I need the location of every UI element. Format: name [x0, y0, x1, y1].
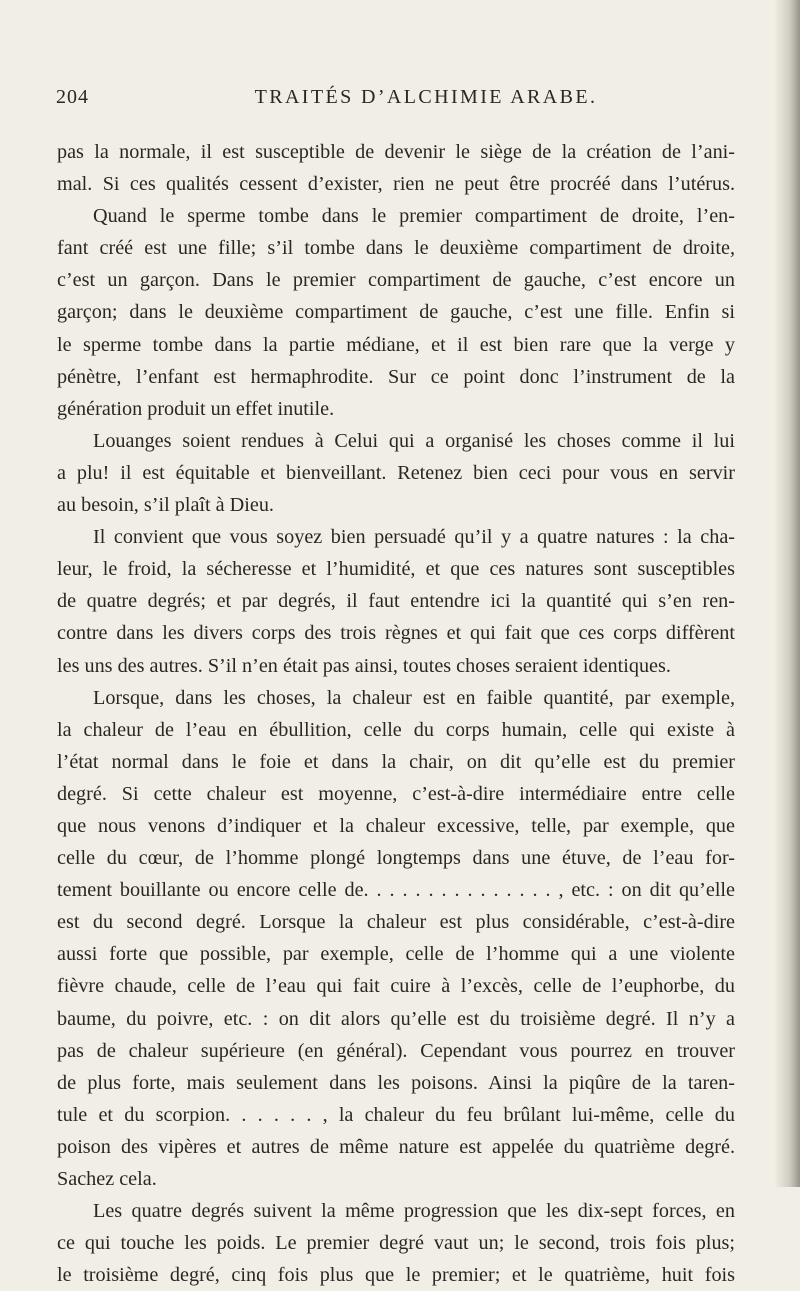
text-line: Lorsque, dans les choses, la chaleur est en faible quantité, par exemple, — [93, 686, 735, 709]
text-line: de plus forte, mais seulement dans les poisons. Ainsi la piqûre de la taren- — [57, 1071, 735, 1094]
page-number: 204 — [56, 86, 89, 108]
text-line: ce qui touche les poids. Le premier degré vaut un; le second, trois fois plus; — [57, 1232, 735, 1255]
text-line: génération produit un effet inutile. — [57, 397, 335, 420]
text-line: Sachez cela. — [57, 1168, 157, 1190]
text-line: pas de chaleur supérieure (en général). Cependant vous pourrez en trouver — [57, 1039, 735, 1062]
text-line: pénètre, l’enfant est hermaphrodite. Sur ce point donc l’instrument de la — [57, 365, 735, 388]
text-line: leur, le froid, la sécheresse et l’humidité, et que ces natures sont susceptibles — [57, 558, 735, 581]
text-line: les uns des autres. S’il n’en était pas ainsi, toutes choses seraient identiques. — [57, 654, 671, 677]
text-line: la chaleur de l’eau en ébullition, celle du corps humain, celle qui existe à — [57, 718, 735, 741]
text-line: Quand le sperme tombe dans le premier compartiment de droite, l’en- — [93, 205, 735, 228]
text-line: tule et du scorpion. . . . . . , la chaleur du feu brûlant lui-même, celle du — [57, 1103, 735, 1126]
text-line: Les quatre degrés suivent la même progression que les dix-sept forces, en — [93, 1200, 735, 1223]
text-line: Il convient que vous soyez bien persuadé qu’il y a quatre natures : la cha- — [93, 526, 735, 549]
text-line: tement bouillante ou encore celle de. . . . . . . . . . . . . . . , etc. : on dit qu’elle — [57, 879, 735, 902]
text-line: au besoin, s’il plaît à Dieu. — [57, 494, 274, 517]
body-text — [57, 136, 735, 1291]
text-line: celle du cœur, de l’homme plongé longtemps dans une étuve, de l’eau for- — [57, 847, 735, 870]
text-line: Louanges soient rendues à Celui qui a organisé les choses comme il lui — [93, 429, 735, 452]
text-line: le sperme tombe dans la partie médiane, et il est bien rare que la verge y — [57, 333, 735, 356]
text-line: est du second degré. Lorsque la chaleur est plus considérable, c’est-à-dire — [57, 911, 735, 934]
text-line: pas la normale, il est susceptible de devenir le siège de la création de l’ani- — [57, 141, 735, 163]
text-line: mal. Si ces qualités cessent d’exister, rien ne peut être procréé dans l’utérus. — [57, 173, 735, 196]
text-line: aussi forte que possible, par exemple, celle de l’homme qui a une violente — [57, 943, 735, 966]
text-line: poison des vipères et autres de même nature est appelée du quatrième degré. — [57, 1135, 735, 1158]
text-line: de quatre degrés; et par degrés, il faut entendre ici la quantité qui s’en ren- — [57, 590, 735, 613]
running-title: TRAITÉS D’ALCHIMIE ARABE. — [254, 86, 598, 108]
text-line: fièvre chaude, celle de l’eau qui fait cuire à l’excès, celle de l’euphorbe, du — [57, 975, 735, 998]
text-line: fant créé est une fille; s’il tombe dans le deuxième compartiment de droite, — [57, 237, 735, 260]
text-line: c’est un garçon. Dans le premier compartiment de gauche, c’est encore un — [57, 269, 735, 292]
page-header — [56, 86, 756, 116]
text-line: degré. Si cette chaleur est moyenne, c’est-à-dire intermédiaire entre celle — [57, 782, 735, 805]
page-edge-shadow — [774, 0, 800, 1187]
text-line: baume, du poivre, etc. : on dit alors qu’elle est du troisième degré. Il n’y a — [57, 1007, 735, 1030]
text-line: que nous venons d’indiquer et la chaleur excessive, telle, par exemple, que — [57, 814, 735, 837]
text-line: garçon; dans le deuxième compartiment de gauche, c’est une fille. Enfin si — [57, 301, 735, 324]
text-line: contre dans les divers corps des trois règnes et qui fait que ces corps diffèrent — [57, 622, 735, 645]
text-line: l’état normal dans le foie et dans la chair, on dit qu’elle est du premier — [57, 750, 735, 773]
text-line: a plu! il est équitable et bienveillant. Retenez bien ceci pour vous en servir — [57, 461, 735, 484]
text-line: le troisième degré, cinq fois plus que le premier; et le quatrième, huit fois — [57, 1264, 735, 1287]
